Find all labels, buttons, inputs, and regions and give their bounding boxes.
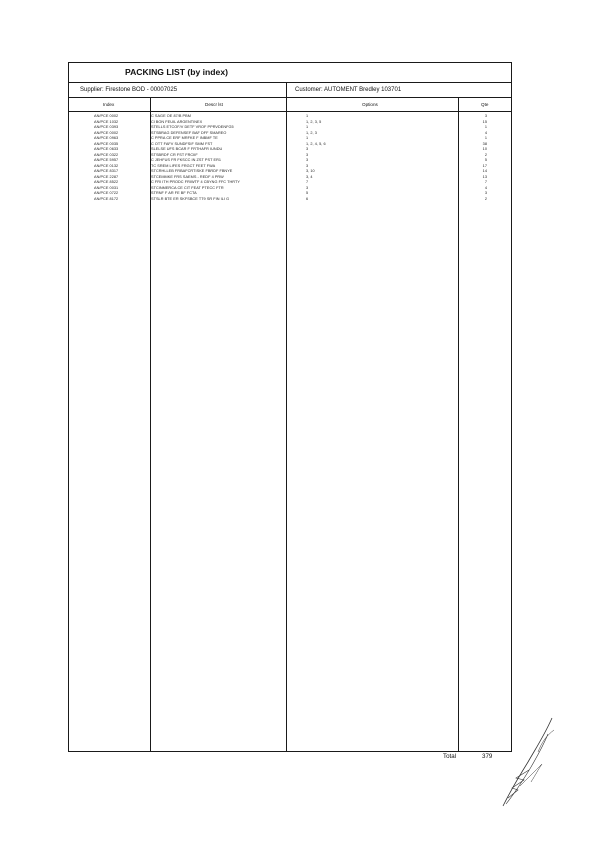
cell-qty: 2: [484, 196, 487, 201]
cell-options: 3: [306, 152, 309, 157]
cell-description: STSLR BTE ER SKFSBCE TT9 SR FIN ILI G: [151, 196, 230, 201]
column-header-qty: Qte: [481, 102, 489, 107]
cell-qty: 5: [484, 158, 487, 162]
cell-index: AN/PCE 8317: [94, 169, 119, 173]
cell-index: AN/PCE 0002: [94, 114, 119, 118]
frame-right-border: [511, 62, 512, 752]
column-separator-description: [286, 97, 287, 751]
cell-index: AN/PCE 0322: [94, 152, 119, 157]
supplier-label: Supplier: Firestone BOD - 00007025: [80, 87, 178, 93]
cell-index: AN/PCE 0035: [94, 141, 119, 146]
cell-qty: 4: [484, 130, 487, 135]
cell-options: 3, 4: [306, 174, 313, 179]
cell-description: STSBRDF CR FST FRCIIF: [151, 152, 198, 157]
column-separator-options: [458, 97, 459, 751]
cell-qty: 7: [484, 180, 487, 184]
cell-description: STCRHLLEB FRBAFCRTISKE FBRDF FBNYE: [151, 169, 233, 173]
frame-left-border: [68, 62, 69, 752]
cell-index: AN/PCE 0963: [94, 136, 119, 140]
cell-description: STRNF F AR FE BF FCTA: [151, 191, 197, 195]
frame-bottom-border: [68, 751, 512, 752]
cell-index: AN/PCE 5957: [94, 158, 119, 162]
cell-qty: 2: [484, 152, 487, 157]
cell-options: 7: [306, 180, 309, 184]
cell-index: AN/PCE 0722: [94, 191, 119, 195]
cell-options: 3: [306, 185, 309, 190]
handwritten-signature: [498, 712, 560, 812]
cell-qty: 3: [484, 114, 487, 118]
customer-label: Customer: AUTOMENT Bredley 103701: [295, 87, 402, 93]
cell-description: C PPRA CE ERF MRFKE F INBMF TE: [151, 136, 218, 140]
cell-qty: 38: [482, 141, 487, 146]
cell-options: 1: [306, 114, 309, 118]
cell-description: Cl BON FEUIL ARGENTINEX: [151, 119, 203, 124]
column-header-options: Options: [362, 102, 378, 107]
cell-options: 3, 10: [306, 169, 315, 173]
cell-description: SLELSE UFS BCAR F FRTHAFR IUNDU: [151, 147, 223, 151]
cell-options: 3: [306, 147, 309, 151]
cell-index: AN/PCE 0132: [94, 163, 119, 168]
cell-qty: 15: [482, 119, 487, 124]
cell-description: STELLS ETCOF/V DETF VROF PPRVDENFG5: [151, 125, 234, 129]
title-divider: [68, 82, 512, 83]
column-header-description: Descr lst: [205, 102, 223, 107]
cell-options: 1, 2, 4, 5, 6: [306, 141, 326, 146]
cell-index: AN/PCE 2287: [94, 174, 119, 179]
page-title: PACKING LIST (by index): [125, 67, 228, 77]
cell-options: 6: [306, 196, 309, 201]
cell-description: STSBRAG DEFENSEF BAF DFF SMAREO: [151, 130, 227, 135]
cell-index: AN/PCE 0002: [94, 130, 119, 135]
total-label: Total: [443, 753, 457, 760]
column-header-index: Index: [103, 102, 115, 107]
cell-qty: 1: [484, 125, 487, 129]
cell-description: C JEHFUS FR FKSCC IN ZST PST ER1: [151, 158, 222, 162]
supplier-customer-separator: [286, 82, 287, 97]
cell-index: AN/PCE 0031: [94, 185, 119, 190]
cell-qty: 13: [482, 174, 487, 179]
cell-description: C OTT FAFV SUNDFSIF SMM FST: [151, 141, 213, 146]
cell-index: AN/PCE 0633: [94, 147, 119, 151]
cell-options: 1, 2, 3: [306, 130, 317, 135]
cell-options: 1, 2, 3, 5: [306, 119, 322, 124]
cell-qty: 4: [484, 185, 487, 190]
cell-options: 3: [306, 163, 309, 168]
cell-options: 1: [306, 125, 309, 129]
cell-options: 5: [306, 191, 309, 195]
header-divider: [68, 97, 512, 98]
cell-options: 3: [306, 158, 309, 162]
cell-qty: 3: [484, 191, 487, 195]
cell-qty: 17: [482, 163, 487, 168]
cell-qty: 14: [482, 169, 487, 173]
cell-index: AN/PCE 0393: [94, 125, 119, 129]
cell-description: STCEMMKE FRS SAEMS - REDF 4 PRW: [151, 174, 224, 179]
cell-index: AN/PCE 8522: [94, 180, 119, 184]
cell-qty: 1: [484, 136, 487, 140]
cell-description: STCINMERCA CE CIT FEAT PTECC FTR: [151, 185, 224, 190]
cell-description: TC SREM LIFES FRGCT FEET FWA: [151, 163, 216, 168]
cell-index: AN/PCE 8172: [94, 196, 119, 201]
column-header-divider: [68, 111, 512, 112]
cell-description: C FRI ITH PRODC FRIWTF 4 CBYNG FFC THRTY: [151, 180, 240, 184]
cell-index: AN/PCE 1032: [94, 119, 119, 124]
cell-options: 1: [306, 136, 309, 140]
frame-top-border: [68, 62, 512, 63]
cell-description: C SAGE OE 87/B PBM: [151, 114, 191, 118]
total-value: 379: [482, 753, 493, 760]
cell-qty: 10: [482, 147, 487, 151]
